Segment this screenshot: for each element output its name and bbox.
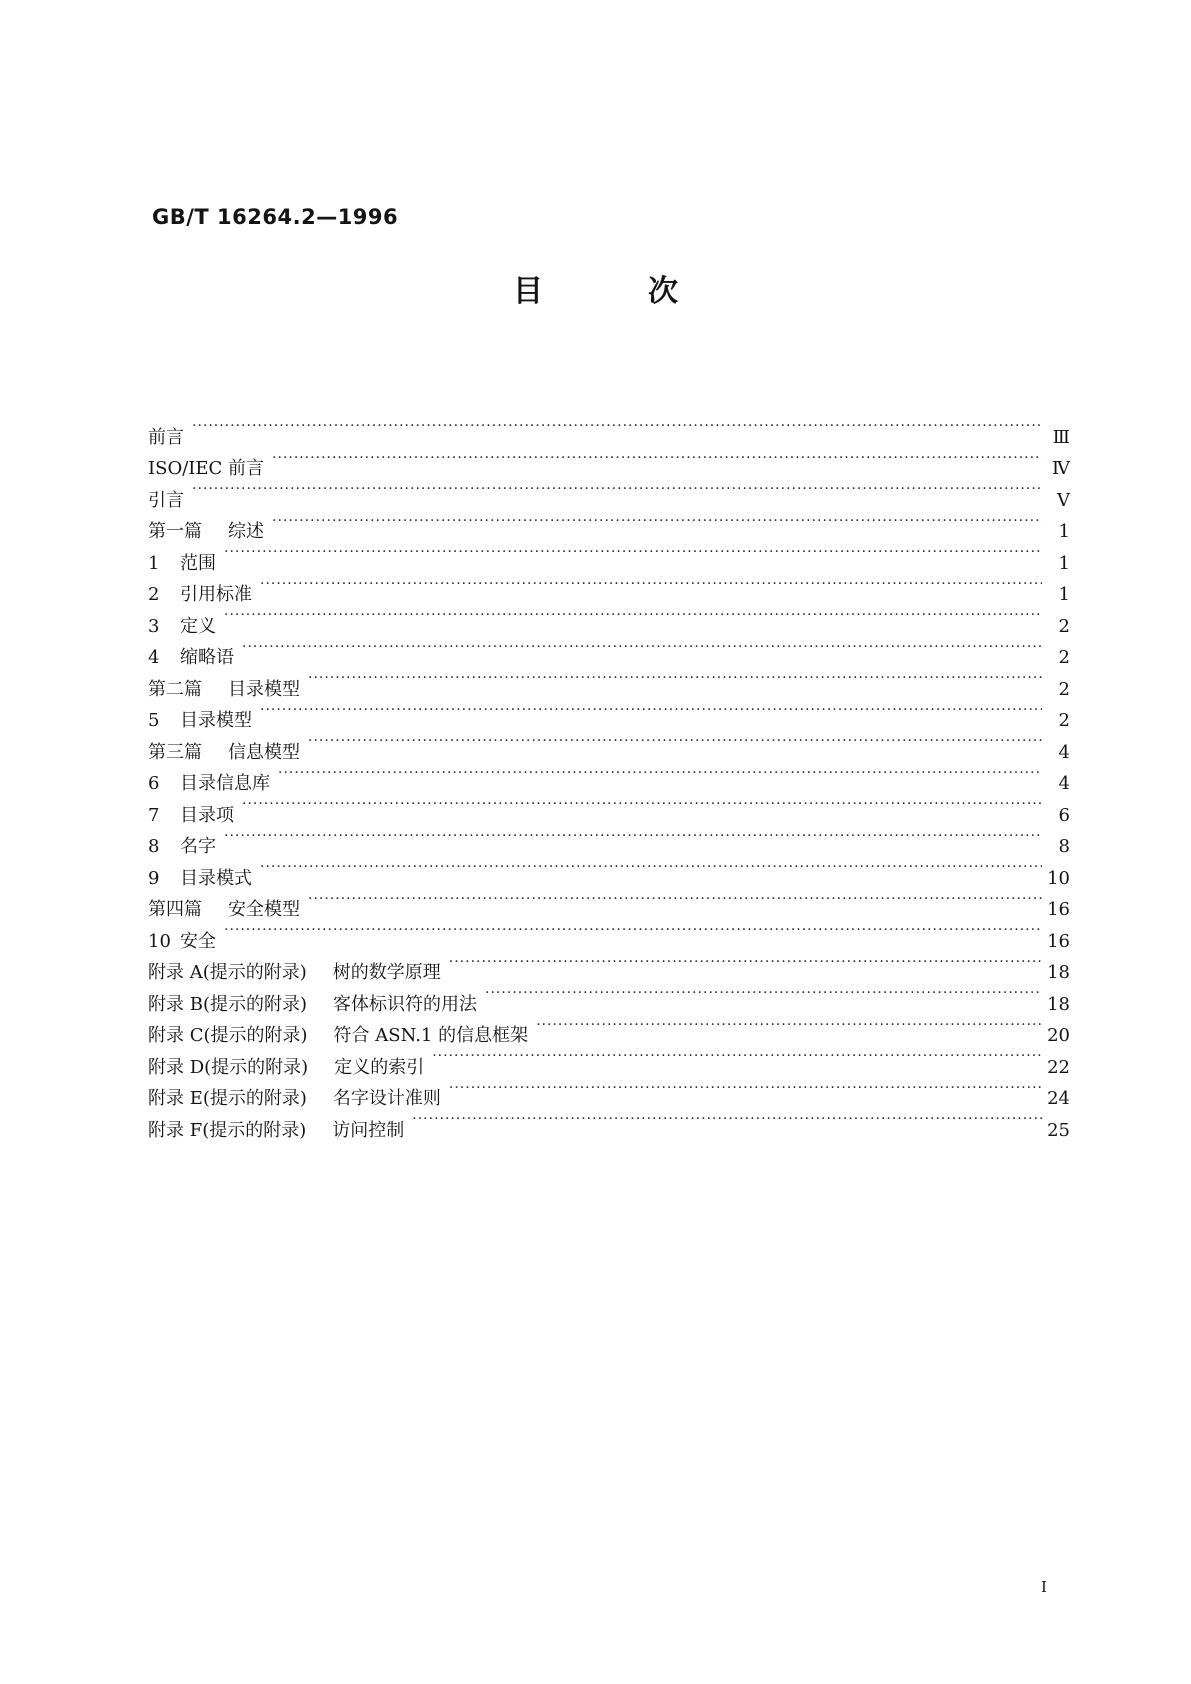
page-folio: Ⅰ (1041, 1578, 1047, 1596)
toc-entry-label: 附录 C(提示的附录) (148, 1025, 308, 1046)
toc-entry-label: 缩略语 (180, 647, 234, 668)
toc-entry-number: 4 (148, 647, 160, 668)
toc-dot-leader (272, 506, 1042, 538)
toc-dot-leader (308, 726, 1042, 758)
toc-entry-label: 第一篇 (148, 521, 202, 542)
toc-entry[interactable] (148, 852, 1070, 889)
toc-dot-leader (192, 411, 1042, 443)
toc-entry[interactable] (148, 632, 1070, 668)
toc-entry-subtitle: 定义的索引 (334, 1056, 425, 1078)
toc-dot-leader (260, 695, 1042, 727)
toc-entry-label: 附录 D(提示的附录) (148, 1056, 309, 1078)
toc-entry[interactable] (148, 663, 1070, 700)
toc-dot-leader (224, 537, 1042, 569)
toc-dot-leader (449, 1073, 1042, 1105)
table-of-contents (148, 411, 1070, 1141)
toc-entry[interactable] (148, 506, 1070, 542)
toc-entry-page: Ⅲ (1052, 426, 1070, 448)
toc-entry-label: 附录 F(提示的附录) (148, 1119, 307, 1141)
toc-dot-leader (192, 474, 1042, 506)
toc-entry[interactable] (148, 758, 1070, 794)
toc-entry[interactable] (148, 915, 1070, 952)
toc-entry-page: 22 (1047, 1056, 1070, 1078)
toc-entry-page: 2 (1058, 678, 1070, 700)
toc-entry-page: 2 (1058, 615, 1070, 637)
toc-entry-page: Ⅳ (1052, 458, 1070, 479)
toc-entry-number: 2 (148, 584, 160, 605)
toc-entry-page: 18 (1047, 962, 1070, 983)
toc-entry-label: 前言 (148, 426, 184, 448)
toc-entry-page: 1 (1058, 552, 1070, 574)
toc-entry-label: 目录信息库 (180, 773, 270, 794)
toc-entry[interactable] (148, 569, 1070, 605)
toc-entry-label: 附录 E(提示的附录) (148, 1088, 307, 1109)
toc-entry-page: 18 (1047, 993, 1070, 1015)
toc-dot-leader (260, 852, 1042, 884)
toc-entry-number: 6 (148, 773, 160, 794)
toc-dot-leader (308, 663, 1042, 695)
toc-entry-page: 20 (1047, 1025, 1070, 1046)
toc-entry-subtitle: 名字设计准则 (332, 1088, 441, 1109)
toc-entry[interactable] (148, 821, 1070, 857)
standard-number: GB/T 16264.2—1996 (152, 205, 399, 229)
toc-dot-leader (308, 884, 1042, 916)
toc-entry-subtitle: 符合 ASN.1 的信息框架 (333, 1025, 529, 1046)
toc-entry-subtitle: 安全模型 (228, 899, 300, 920)
toc-entry-subtitle: 综述 (228, 521, 264, 542)
toc-entry-label: 附录 A(提示的附录) (148, 962, 307, 983)
toc-entry-page: 2 (1058, 710, 1070, 731)
toc-entry-number: 7 (148, 804, 160, 826)
toc-entry[interactable] (148, 600, 1070, 637)
toc-dot-leader (278, 758, 1042, 790)
toc-entry-page: 8 (1058, 836, 1070, 857)
toc-entry-number: 9 (148, 867, 160, 889)
toc-dot-leader (272, 443, 1042, 475)
toc-entry-label: 名字 (180, 836, 216, 857)
toc-dot-leader (536, 1010, 1042, 1042)
toc-entry-page: 16 (1047, 899, 1070, 920)
toc-entry-subtitle: 树的数学原理 (332, 962, 441, 983)
toc-entry-page: 10 (1047, 867, 1070, 889)
toc-entry-page: 25 (1047, 1119, 1070, 1141)
toc-entry-number: 3 (148, 615, 160, 637)
toc-entry-subtitle: 访问控制 (332, 1119, 405, 1141)
toc-dot-leader (485, 978, 1042, 1010)
toc-dot-leader (224, 821, 1042, 853)
toc-entry-subtitle: 目录模型 (228, 678, 300, 700)
toc-entry-label: 目录模型 (180, 710, 252, 731)
toc-entry-label: 第二篇 (148, 678, 202, 700)
toc-entry[interactable] (148, 411, 1070, 448)
toc-entry-label: 定义 (180, 615, 216, 637)
toc-dot-leader (224, 600, 1042, 632)
toc-entry-number: 1 (148, 552, 160, 574)
toc-entry[interactable] (148, 474, 1070, 511)
toc-dot-leader (412, 1104, 1042, 1136)
toc-dot-leader (449, 947, 1042, 979)
toc-entry-number: 10 (148, 930, 171, 952)
toc-dot-leader (224, 915, 1042, 947)
toc-entry-number: 8 (148, 836, 160, 857)
toc-entry-subtitle: 客体标识符的用法 (333, 993, 477, 1015)
toc-entry[interactable] (148, 443, 1070, 479)
toc-entry-page: 4 (1058, 741, 1070, 763)
toc-entry-label: 附录 B(提示的附录) (148, 993, 307, 1015)
toc-entry-page: 24 (1047, 1088, 1070, 1109)
toc-entry-label: 第四篇 (148, 899, 202, 920)
toc-entry-page: 6 (1058, 804, 1070, 826)
toc-entry-page: 1 (1058, 521, 1070, 542)
toc-entry[interactable] (148, 537, 1070, 574)
toc-entry-label: 引用标准 (180, 584, 252, 605)
toc-entry[interactable] (148, 726, 1070, 763)
toc-entry[interactable] (148, 695, 1070, 731)
toc-entry-number: 5 (148, 710, 160, 731)
toc-entry-label: 范围 (180, 552, 216, 574)
toc-entry-page: 2 (1058, 647, 1070, 668)
toc-entry[interactable] (148, 947, 1070, 983)
toc-entry-subtitle: 信息模型 (228, 741, 300, 763)
toc-entry-label: ISO/IEC 前言 (148, 458, 265, 479)
toc-entry-page: Ⅴ (1057, 489, 1070, 511)
toc-entry-label: 目录模式 (180, 867, 252, 889)
toc-entry[interactable] (148, 884, 1070, 920)
toc-title: 目次 (513, 274, 783, 309)
toc-entry-page: 16 (1047, 930, 1070, 952)
toc-dot-leader (260, 569, 1042, 601)
toc-entry-label: 安全 (180, 930, 216, 952)
toc-dot-leader (432, 1041, 1042, 1073)
toc-entry-label: 目录项 (180, 804, 234, 826)
toc-entry-label: 第三篇 (148, 741, 202, 763)
toc-entry[interactable] (148, 789, 1070, 826)
toc-entry-page: 4 (1058, 773, 1070, 794)
toc-entry-label: 引言 (148, 489, 184, 511)
toc-dot-leader (242, 789, 1042, 821)
toc-dot-leader (242, 632, 1042, 664)
toc-entry-page: 1 (1058, 584, 1070, 605)
